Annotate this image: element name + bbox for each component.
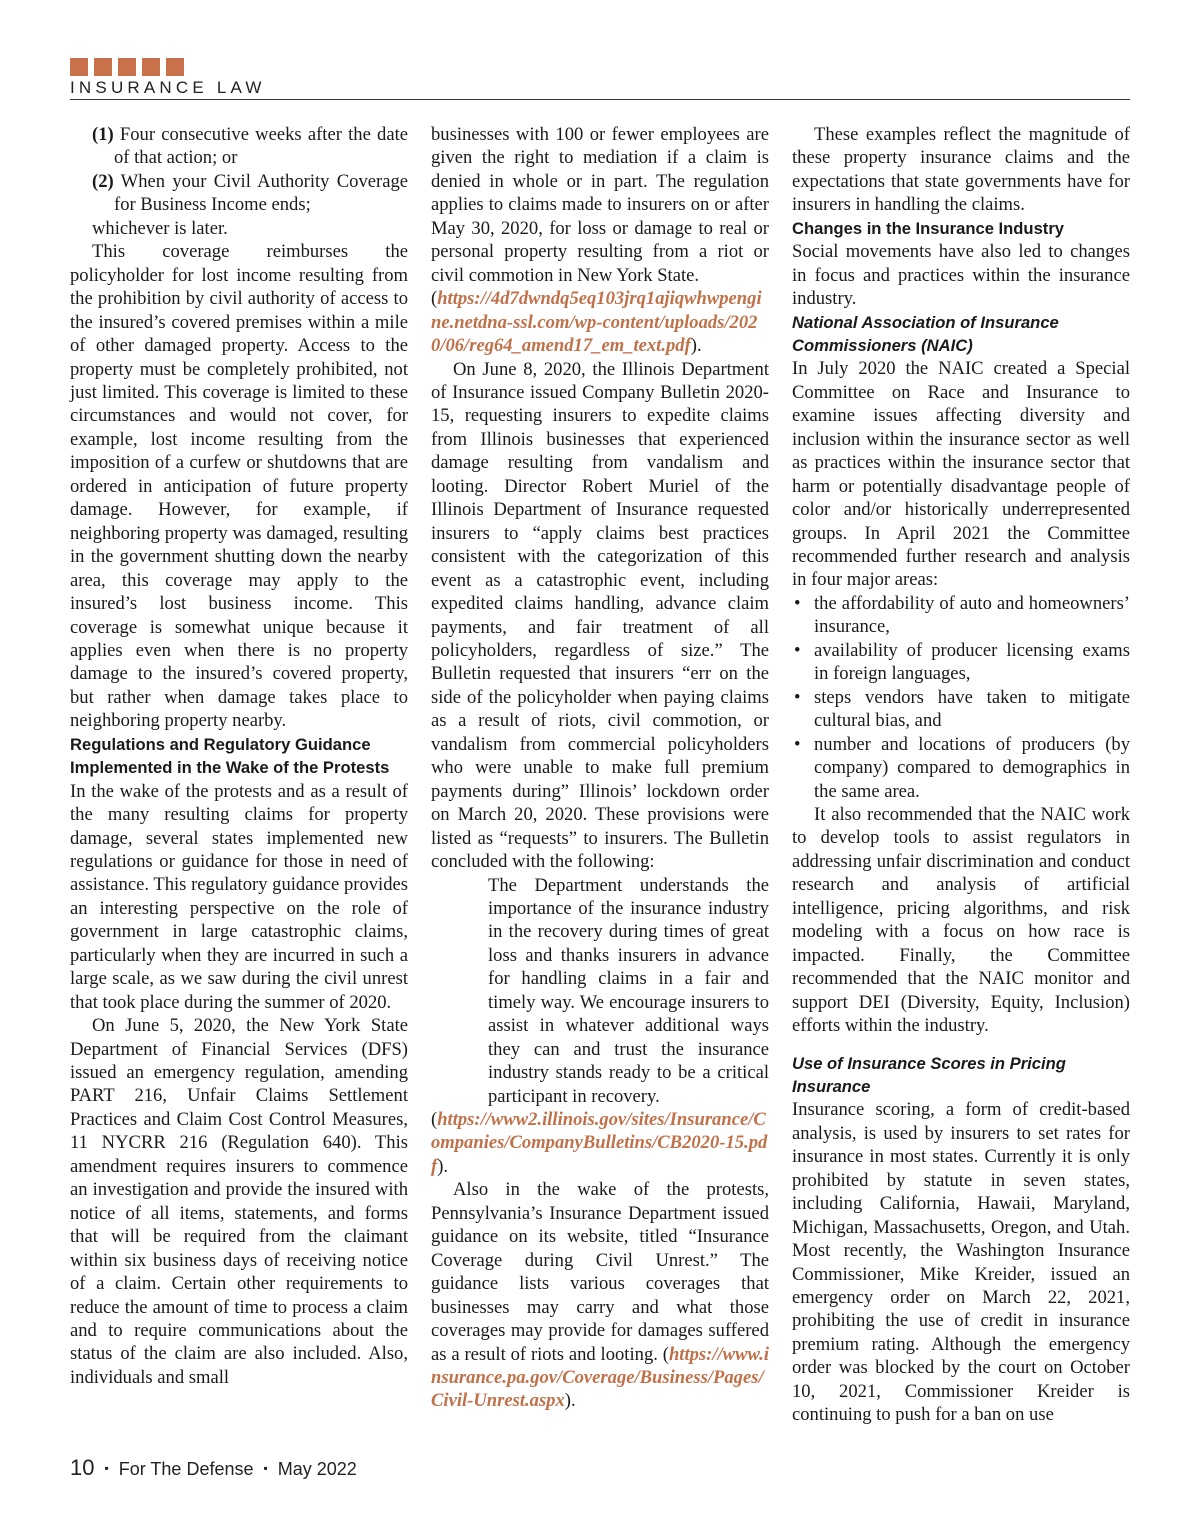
decorative-squares — [70, 58, 1130, 76]
list-item: • number and locations of producers (by company) compared to demographics in the same area. — [792, 733, 1130, 803]
citation-link[interactable]: https://4d7dwndq5eq103jrq1ajiqwhwpengine.netdna-ssl.com/wp-content/uploads/2020/06/reg64_amend17_em_text.pdf — [431, 288, 762, 357]
separator-icon: ▪ — [104, 1461, 109, 1475]
paragraph: Social movements have also led to changes in focus and practices within the insurance industry. — [792, 241, 1130, 310]
bullet-list — [792, 592, 1130, 803]
paragraph: This coverage reimburses the policyholder for lost income resulting from the prohibition by civil authority of access to the insured’s covered premises within a mile of other damaged property. Access to the property must be completely prohibited, not just limited. This coverage is limited to these circumstances and would not cover, for example, lost income resulting from the imposition of a curfew or shutdowns that are ordered in anticipation of future property damage. However, for example, if neighboring property was damaged, resulting in the government shutting down the nearby area, this coverage may apply to the insured’s lost business income. This coverage is somewhat unique because it applies even when there is no property damage to the insured’s covered property, but rather when damage takes place to neighboring property nearby. — [70, 241, 408, 732]
square-icon — [70, 58, 88, 76]
item-number: (1) — [92, 124, 114, 145]
item-text: Four consecutive weeks after the date of that action; or — [114, 124, 408, 169]
list-item: • the affordability of auto and homeowners’ insurance, — [792, 592, 1130, 639]
paragraph: whichever is later. — [92, 217, 228, 239]
column-2 — [431, 123, 769, 1413]
paragraph: Insurance scoring, a form of credit-based analysis, is used by insurers to set rates for insurance in most states. Currently it is only prohibited by statute in seven states, including California, Hawaii, Maryland, Michigan, Massachusetts, Oregon, and Utah. Most recently, the Washington Insurance Commissioner, Mike Kreider, issued an emergency order on March 22, 2021, prohibiting the use of credit in insurance premium rating. Although the emergency order was blocked by the court on October 10, 2021, Commissioner Kreider is continuing to push for a ban on use — [792, 1099, 1130, 1426]
block-quote: The Department understands the importance of the insurance industry in the recovery during times of great loss and thanks insurers in advance for handling claims in a fair and timely way. We encourage insurers to assist in whatever additional ways they can and trust the insurance industry stands ready to be a critical participant in recovery. — [488, 874, 769, 1107]
header-rule — [70, 99, 1130, 100]
square-icon — [94, 58, 112, 76]
square-icon — [166, 58, 184, 76]
item-number: (2) — [92, 170, 114, 192]
paren: ( — [657, 1343, 669, 1365]
publication-name: For The Defense — [118, 1459, 254, 1479]
paragraph: In the wake of the protests and as a result of the many resulting claims for property damage, several states implemented new regulations or guidance for those in need of assistance. This regulatory guidance provides an interesting perspective on the role of government in large catastrophic claims, particularly when they are incurred in such a large scale, as we saw during the civil unrest that took place during the summer of 2020. — [70, 780, 408, 1013]
paren: ( — [431, 288, 438, 310]
citation-link[interactable]: https://www2.illinois.gov/sites/Insurance/Companies/CompanyBulletins/CB2020-15.pdf — [431, 1109, 768, 1177]
square-icon — [142, 58, 160, 76]
item-text: When your Civil Authority Coverage for Business Income ends; — [114, 170, 408, 216]
citation-link[interactable]: https://www.insurance.pa.gov/Coverage/Business/Pages/Civil-Unrest.aspx — [431, 1343, 769, 1412]
section-heading: Changes in the Insurance Industry — [792, 218, 1065, 238]
paragraph: In July 2020 the NAIC created a Special Committee on Race and Insurance to examine issues affecting diversity and inclusion within the insurance sector as well as practices within the insurance sector that harm or potentially disadvantage people of color and/or historically underrepresented groups. In April 2021 the Committee recommended further research and analysis in four major areas: — [792, 358, 1130, 591]
separator-icon: ▪ — [263, 1461, 268, 1475]
paren: ). — [437, 1155, 449, 1177]
paren: ( — [431, 1109, 438, 1131]
section-heading: Regulations and Regulatory Guidance Implemented in the Wake of the Protests — [70, 734, 390, 778]
list-item: • steps vendors have taken to mitigate cultural bias, and — [792, 686, 1130, 733]
paragraph — [431, 1178, 769, 1413]
square-icon — [118, 58, 136, 76]
paragraph: On June 8, 2020, the Illinois Department of Insurance issued Company Bulletin 2020-15, requesting insurers to expedite claims from Illinois businesses that experienced damage resulting from vandalism and looting. Director Robert Muriel of the Illinois Department of Insurance requested insurers to “apply claims best practices consistent with the categorization of this event as a catastrophic event, including expedited claims handling, advance claim payments, and fair treatment of all policyholders, regardless of size.” The Bulletin requested that insurers “err on the side of the policyholder when paying claims as a result of riots, civil commotion, or vandalism from commercial policyholders who were unable to make full premium payments during” Illinois’ lockdown order on March 20, 2020. These provisions were listed as “requests” to insurers. The Bulletin concluded with the following: — [431, 358, 769, 873]
column-1 — [70, 123, 408, 1389]
paragraph: On June 5, 2020, the New York State Department of Financial Services (DFS) issued an emergency regulation, amending PART 216, Unfair Claims Settlement Practices and Claim Cost Control Measures, 11 NYCRR 216 (Regulation 640). This amendment requires insurers to commence an investigation and provide the insured with notice of all items, statements, and forms that will be required from the claimant within six business days of receiving notice of a claim. Certain other requirements to reduce the amount of time to process a claim and to require communications about the status of the claim are also included. Also, individuals and small — [70, 1015, 408, 1388]
list-item: • availability of producer licensing exams in foreign languages, — [792, 639, 1130, 686]
subheading: Use of Insurance Scores in Pricing Insurance — [792, 1053, 1066, 1096]
paragraph: It also recommended that the NAIC work to develop tools to assist regulators in addressing unfair discrimination and conduct research and analysis of artificial intelligence, pricing algorithms, and risk modeling with a focus on how race is impacted. Finally, the Committee recommended that the NAIC monitor and support DEI (Diversity, Equity, Inclusion) efforts within the industry. — [792, 804, 1130, 1037]
issue-date: May 2022 — [277, 1459, 357, 1479]
subheading: National Association of Insurance Commissioners (NAIC) — [792, 312, 1059, 355]
page-header — [70, 58, 1130, 100]
citation — [431, 287, 769, 357]
paragraph: businesses with 100 or fewer employees are given the right to mediation if a claim is denied in whole or in part. The regulation applies to claims made to insurers on or after May 30, 2020, for loss or damage to real or personal property resulting from a riot or civil commotion in New York State. — [431, 124, 769, 286]
list-item-2 — [70, 170, 408, 217]
section-title: INSURANCE LAW — [70, 78, 266, 97]
page-number: 10 — [70, 1455, 95, 1480]
paragraph-text: Also in the wake of the protests, Pennsylvania’s Insurance Department issued guidance on its website, titled “Insurance Coverage during Civil Unrest.” The guidance lists various coverages that businesses may carry and what those coverages may provide for damages suffered as a result of riots and looting. — [431, 1179, 769, 1365]
paragraph: These examples reflect the magnitude of these property insurance claims and the expectations that state governments have for insurers in handling the claims. — [792, 124, 1130, 216]
paren: ). — [564, 1390, 576, 1412]
paren: ). — [690, 335, 702, 357]
column-3 — [792, 123, 1130, 1427]
page-footer — [70, 1455, 357, 1483]
citation — [431, 1108, 769, 1178]
list-item-1 — [70, 123, 408, 170]
